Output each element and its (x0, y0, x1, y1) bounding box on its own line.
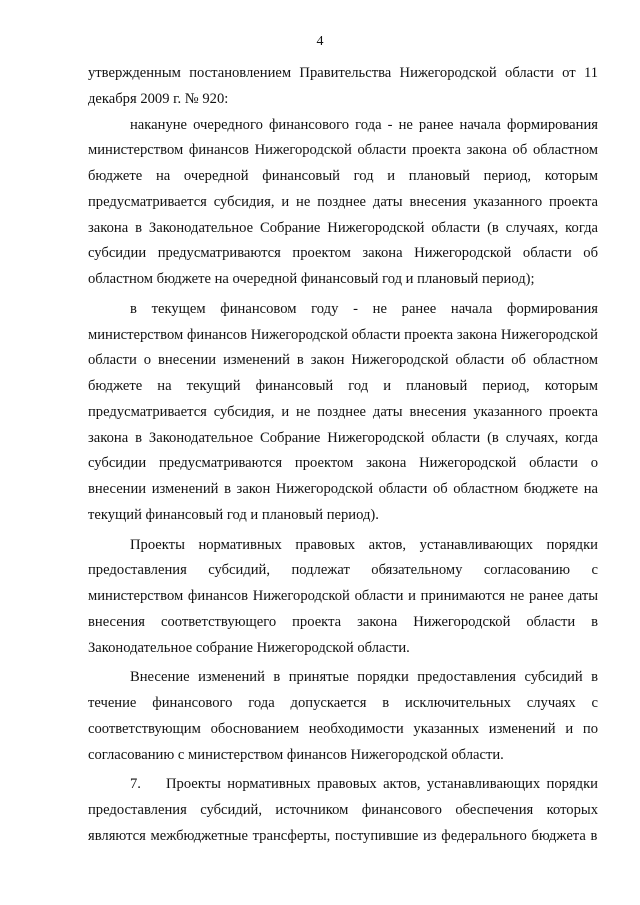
list-item-number: 7. (130, 776, 141, 793)
paragraph-draft-acts-approval: Проекты нормативных правовых актов, устанавливающих порядки предоставления субсидий, подлежат обязательному согласованию с министерством финансов Нижегородской области и принимаются не ранее даты внесения соответствующего проекта закона Нижегородской области в Законодательное собрание Нижегородской области. (88, 536, 598, 656)
paragraph-amendments: Внесение изменений в принятые порядки предоставления субсидий в течение финансового года допускается в исключительных случаях с соответствующим обоснованием необходимости указанных изменений и по согласованию с министерством финансов Нижегородской области. (88, 669, 598, 763)
paragraph-next-year-subsidy: накануне очередного финансового года - не ранее начала формирования министерством финансов Нижегородской области проекта закона об областном бюджете на очередной финансовый год и плановый период, которым предусматривается субсидия, и не позднее даты внесения указанного проекта закона в Законодательное Собрание Нижегородской области (в случаях, когда субсидии предусматриваются проектом закона Нижегородской области об областном бюджете на очередной финансовый год и плановый период); (88, 116, 598, 287)
paragraph-current-year-subsidy: в текущем финансовом году - не ранее начала формирования министерством финансов Нижегородской области проекта закона Нижегородской области о внесении изменений в закон Нижегородской области об областном бюджете на текущий финансовый год и плановый период, которым предусматривается субсидия, и не позднее даты внесения указанного проекта закона в Законодательное Собрание Нижегородской области (в случаях, когда субсидии предусматриваются проектом закона Нижегородской области о внесении изменений в закон Нижегородской области об областном бюджете на текущий финансовый год и плановый период). (88, 300, 598, 523)
document-body (88, 61, 598, 850)
page-number: 4 (316, 34, 324, 49)
list-item-text: Проекты нормативных правовых актов, устанавливающих порядки предоставления субсидий, источником финансового обеспечения которых являются межбюджетные трансферты, поступившие из федерального бюджета в (88, 776, 598, 844)
paragraph-continuation: утвержденным постановлением Правительства Нижегородской области от 11 декабря 2009 г. № 920: (88, 65, 598, 107)
list-item-7 (88, 772, 598, 849)
